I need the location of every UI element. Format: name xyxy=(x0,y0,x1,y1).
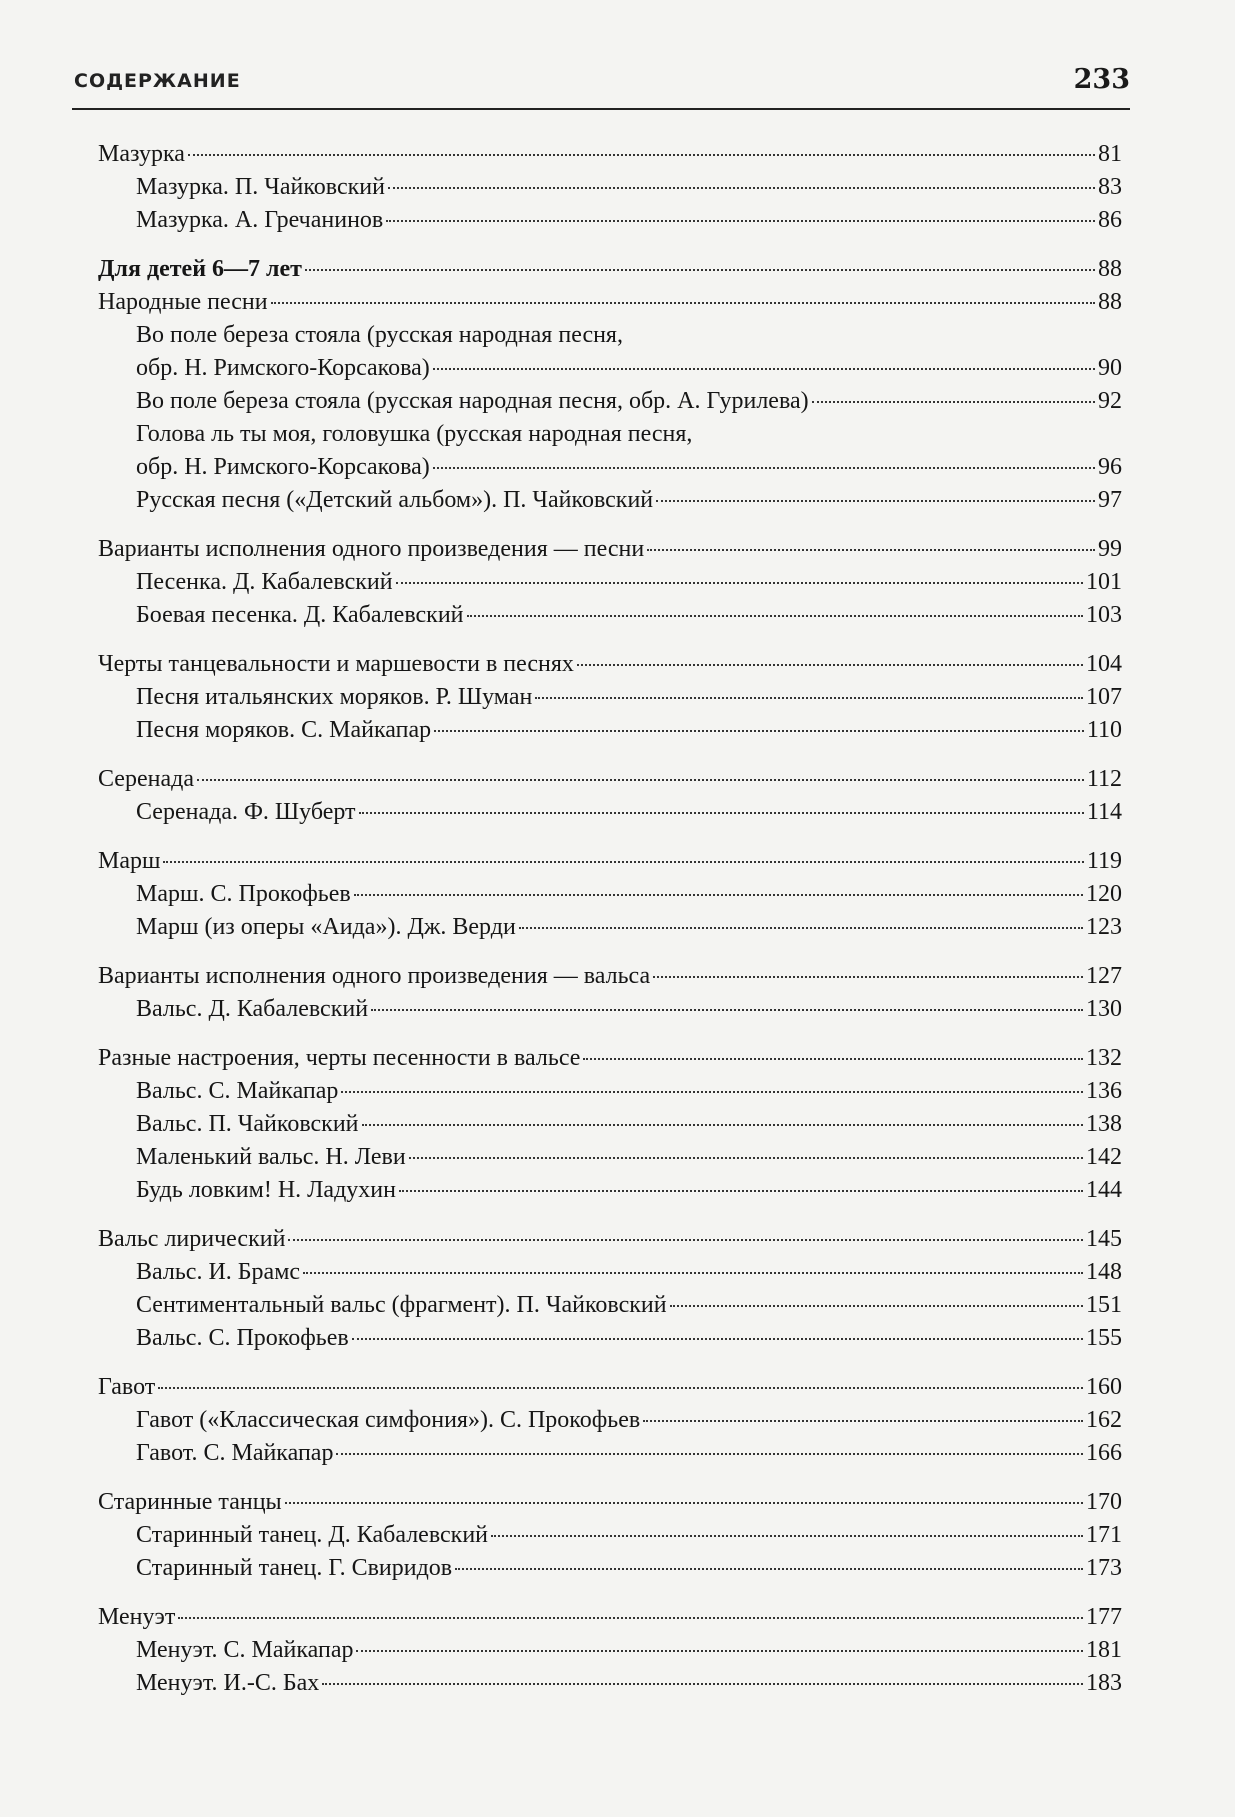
toc-entry xyxy=(98,845,1122,878)
entry-page-number: 148 xyxy=(1086,1259,1122,1285)
dot-leader xyxy=(178,1617,1083,1619)
entry-page-number: 99 xyxy=(1098,536,1122,562)
entry-title: Гавот. С. Майкапар xyxy=(136,1440,334,1466)
entry-page-number: 96 xyxy=(1098,454,1122,480)
entry-title: Вальс. Д. Кабалевский xyxy=(136,996,369,1022)
entry-page-number: 114 xyxy=(1086,799,1122,825)
entry-page-number: 104 xyxy=(1086,651,1122,677)
entry-page-number: 107 xyxy=(1086,684,1122,710)
toc-entry xyxy=(98,1486,1122,1519)
entry-page-number: 97 xyxy=(1098,487,1122,513)
entry-page-number: 144 xyxy=(1086,1177,1122,1203)
toc-entry xyxy=(98,253,1122,286)
entry-page-number: 90 xyxy=(1098,355,1122,381)
entry-page-number: 110 xyxy=(1086,717,1122,743)
entry-title: Во поле береза стояла (русская народная песня, xyxy=(136,322,623,348)
toc-entry xyxy=(98,763,1122,796)
dot-leader xyxy=(341,1091,1083,1093)
dot-leader xyxy=(433,467,1095,469)
entry-title: Менуэт. С. Майкапар xyxy=(136,1637,354,1663)
toc-subentry xyxy=(98,204,1122,237)
dot-leader xyxy=(336,1453,1083,1455)
entry-page-number: 162 xyxy=(1086,1407,1122,1433)
dot-leader xyxy=(305,269,1095,271)
dot-leader xyxy=(467,615,1083,617)
toc-subentry xyxy=(98,1519,1122,1552)
entry-page-number: 171 xyxy=(1086,1522,1122,1548)
dot-leader xyxy=(303,1272,1083,1274)
dot-leader xyxy=(643,1420,1083,1422)
toc-subentry xyxy=(98,352,1122,385)
entry-title: Песня моряков. С. Майкапар xyxy=(136,717,432,743)
toc-entry xyxy=(98,1223,1122,1256)
toc-subentry xyxy=(98,1174,1122,1207)
toc-subentry xyxy=(98,714,1122,747)
entry-title: Мазурка. А. Гречанинов xyxy=(136,207,384,233)
entry-title: Вальс лирический xyxy=(98,1226,286,1252)
toc-subentry xyxy=(98,1108,1122,1141)
dot-leader xyxy=(188,154,1095,156)
entry-title: Песня итальянских моряков. Р. Шуман xyxy=(136,684,533,710)
dot-leader xyxy=(399,1190,1083,1192)
entry-title: Старинный танец. Д. Кабалевский xyxy=(136,1522,489,1548)
dot-leader xyxy=(322,1683,1083,1685)
entry-page-number: 92 xyxy=(1098,388,1122,414)
toc-subentry xyxy=(98,1404,1122,1437)
entry-title: Русская песня («Детский альбом»). П. Чайковский xyxy=(136,487,654,513)
entry-title: обр. Н. Римского-Корсакова) xyxy=(136,454,430,480)
dot-leader xyxy=(288,1239,1083,1241)
toc-entry xyxy=(98,1042,1122,1075)
entry-title: Во поле береза стояла (русская народная песня, обр. А. Гурилева) xyxy=(136,388,809,414)
dot-leader xyxy=(647,549,1095,551)
entry-page-number: 177 xyxy=(1086,1604,1122,1630)
entry-page-number: 101 xyxy=(1086,569,1122,595)
entry-page-number: 155 xyxy=(1086,1325,1122,1351)
entry-page-number: 173 xyxy=(1086,1555,1122,1581)
dot-leader xyxy=(271,302,1095,304)
dot-leader xyxy=(356,1650,1083,1652)
entry-page-number: 138 xyxy=(1086,1111,1122,1137)
entry-title: Голова ль ты моя, головушка (русская народная песня, xyxy=(136,421,693,447)
entry-title: Серенада. Ф. Шуберт xyxy=(136,799,356,825)
entry-title: Сентиментальный вальс (фрагмент). П. Чайковский xyxy=(136,1292,667,1318)
dot-leader xyxy=(197,779,1084,781)
entry-page-number: 86 xyxy=(1098,207,1122,233)
entry-title: Старинный танец. Г. Свиридов xyxy=(136,1555,453,1581)
entry-title: Мазурка xyxy=(98,141,185,167)
entry-title: Для детей 6—7 лет xyxy=(98,256,302,282)
entry-title: Марш xyxy=(98,848,161,874)
entry-title: Вальс. И. Брамс xyxy=(136,1259,301,1285)
page-number: 233 xyxy=(1073,64,1130,95)
dot-leader xyxy=(434,730,1084,732)
toc-subentry xyxy=(98,385,1122,418)
toc-subentry xyxy=(98,599,1122,632)
toc-entry xyxy=(98,138,1122,171)
toc-subentry xyxy=(98,566,1122,599)
entry-title: Черты танцевальности и маршевости в песнях xyxy=(98,651,574,677)
table-of-contents xyxy=(98,138,1122,1700)
entry-page-number: 181 xyxy=(1086,1637,1122,1663)
entry-title: Народные песни xyxy=(98,289,268,315)
entry-title: Маленький вальс. Н. Леви xyxy=(136,1144,406,1170)
dot-leader xyxy=(362,1124,1083,1126)
toc-subentry xyxy=(98,1552,1122,1585)
dot-leader xyxy=(670,1305,1083,1307)
entry-page-number: 145 xyxy=(1086,1226,1122,1252)
dot-leader xyxy=(409,1157,1083,1159)
entry-page-number: 136 xyxy=(1086,1078,1122,1104)
entry-title: Серенада xyxy=(98,766,194,792)
dot-leader xyxy=(388,187,1095,189)
entry-title: Марш. С. Прокофьев xyxy=(136,881,351,907)
dot-leader xyxy=(371,1009,1083,1011)
entry-title: Песенка. Д. Кабалевский xyxy=(136,569,393,595)
entry-title: Разные настроения, черты песенности в вальсе xyxy=(98,1045,581,1071)
toc-entry xyxy=(98,1371,1122,1404)
entry-page-number: 132 xyxy=(1086,1045,1122,1071)
toc-subentry xyxy=(98,171,1122,204)
toc-entry xyxy=(98,648,1122,681)
toc-entry xyxy=(98,286,1122,319)
entry-page-number: 130 xyxy=(1086,996,1122,1022)
entry-title: Варианты исполнения одного произведения — песни xyxy=(98,536,645,562)
entry-title: Старинные танцы xyxy=(98,1489,282,1515)
entry-page-number: 83 xyxy=(1098,174,1122,200)
entry-title: Варианты исполнения одного произведения — вальса xyxy=(98,963,651,989)
toc-subentry xyxy=(98,484,1122,517)
entry-page-number: 166 xyxy=(1086,1440,1122,1466)
entry-page-number: 112 xyxy=(1086,766,1122,792)
dot-leader xyxy=(812,401,1095,403)
entry-page-number: 81 xyxy=(1098,141,1122,167)
entry-title: Мазурка. П. Чайковский xyxy=(136,174,385,200)
entry-title: Вальс. С. Прокофьев xyxy=(136,1325,349,1351)
toc-subentry xyxy=(98,1141,1122,1174)
dot-leader xyxy=(163,861,1083,863)
toc-subentry xyxy=(98,878,1122,911)
entry-page-number: 142 xyxy=(1086,1144,1122,1170)
toc-subentry xyxy=(98,1667,1122,1700)
dot-leader xyxy=(354,894,1083,896)
toc-subentry xyxy=(98,1256,1122,1289)
dot-leader xyxy=(656,500,1095,502)
dot-leader xyxy=(519,927,1083,929)
entry-page-number: 151 xyxy=(1086,1292,1122,1318)
entry-title: обр. Н. Римского-Корсакова) xyxy=(136,355,430,381)
entry-page-number: 103 xyxy=(1086,602,1122,628)
toc-subentry xyxy=(98,1634,1122,1667)
toc-entry xyxy=(98,533,1122,566)
dot-leader xyxy=(386,220,1095,222)
dot-leader xyxy=(433,368,1095,370)
entry-page-number: 120 xyxy=(1086,881,1122,907)
dot-leader xyxy=(352,1338,1083,1340)
toc-subentry xyxy=(98,911,1122,944)
toc-entry xyxy=(98,1601,1122,1634)
dot-leader xyxy=(359,812,1084,814)
dot-leader xyxy=(158,1387,1083,1389)
entry-page-number: 123 xyxy=(1086,914,1122,940)
toc-subentry xyxy=(98,1437,1122,1470)
dot-leader xyxy=(577,664,1083,666)
entry-title: Менуэт. И.-С. Бах xyxy=(136,1670,320,1696)
dot-leader xyxy=(491,1535,1083,1537)
toc-subentry xyxy=(98,681,1122,714)
toc-subentry xyxy=(98,1289,1122,1322)
entry-title: Марш (из оперы «Аида»). Дж. Верди xyxy=(136,914,516,940)
entry-page-number: 119 xyxy=(1086,848,1122,874)
dot-leader xyxy=(535,697,1083,699)
entry-title: Вальс. С. Майкапар xyxy=(136,1078,339,1104)
dot-leader xyxy=(653,976,1083,978)
entry-title: Гавот («Классическая симфония»). С. Прокофьев xyxy=(136,1407,641,1433)
toc-subentry xyxy=(98,319,1122,352)
entry-title: Вальс. П. Чайковский xyxy=(136,1111,359,1137)
toc-subentry xyxy=(98,796,1122,829)
dot-leader xyxy=(455,1568,1083,1570)
toc-subentry xyxy=(98,993,1122,1026)
entry-page-number: 183 xyxy=(1086,1670,1122,1696)
toc-subentry xyxy=(98,1075,1122,1108)
toc-subentry xyxy=(98,451,1122,484)
dot-leader xyxy=(396,582,1083,584)
toc-subentry xyxy=(98,418,1122,451)
entry-page-number: 160 xyxy=(1086,1374,1122,1400)
entry-page-number: 88 xyxy=(1098,289,1122,315)
toc-subentry xyxy=(98,1322,1122,1355)
entry-title: Менуэт xyxy=(98,1604,176,1630)
dot-leader xyxy=(285,1502,1083,1504)
toc-entry xyxy=(98,960,1122,993)
section-title: СОДЕРЖАНИЕ xyxy=(74,70,241,92)
dot-leader xyxy=(583,1058,1083,1060)
entry-title: Гавот xyxy=(98,1374,156,1400)
entry-page-number: 170 xyxy=(1086,1489,1122,1515)
entry-page-number: 88 xyxy=(1098,256,1122,282)
entry-title: Будь ловким! Н. Ладухин xyxy=(136,1177,396,1203)
running-header xyxy=(72,64,1130,110)
entry-page-number: 127 xyxy=(1086,963,1122,989)
entry-title: Боевая песенка. Д. Кабалевский xyxy=(136,602,464,628)
